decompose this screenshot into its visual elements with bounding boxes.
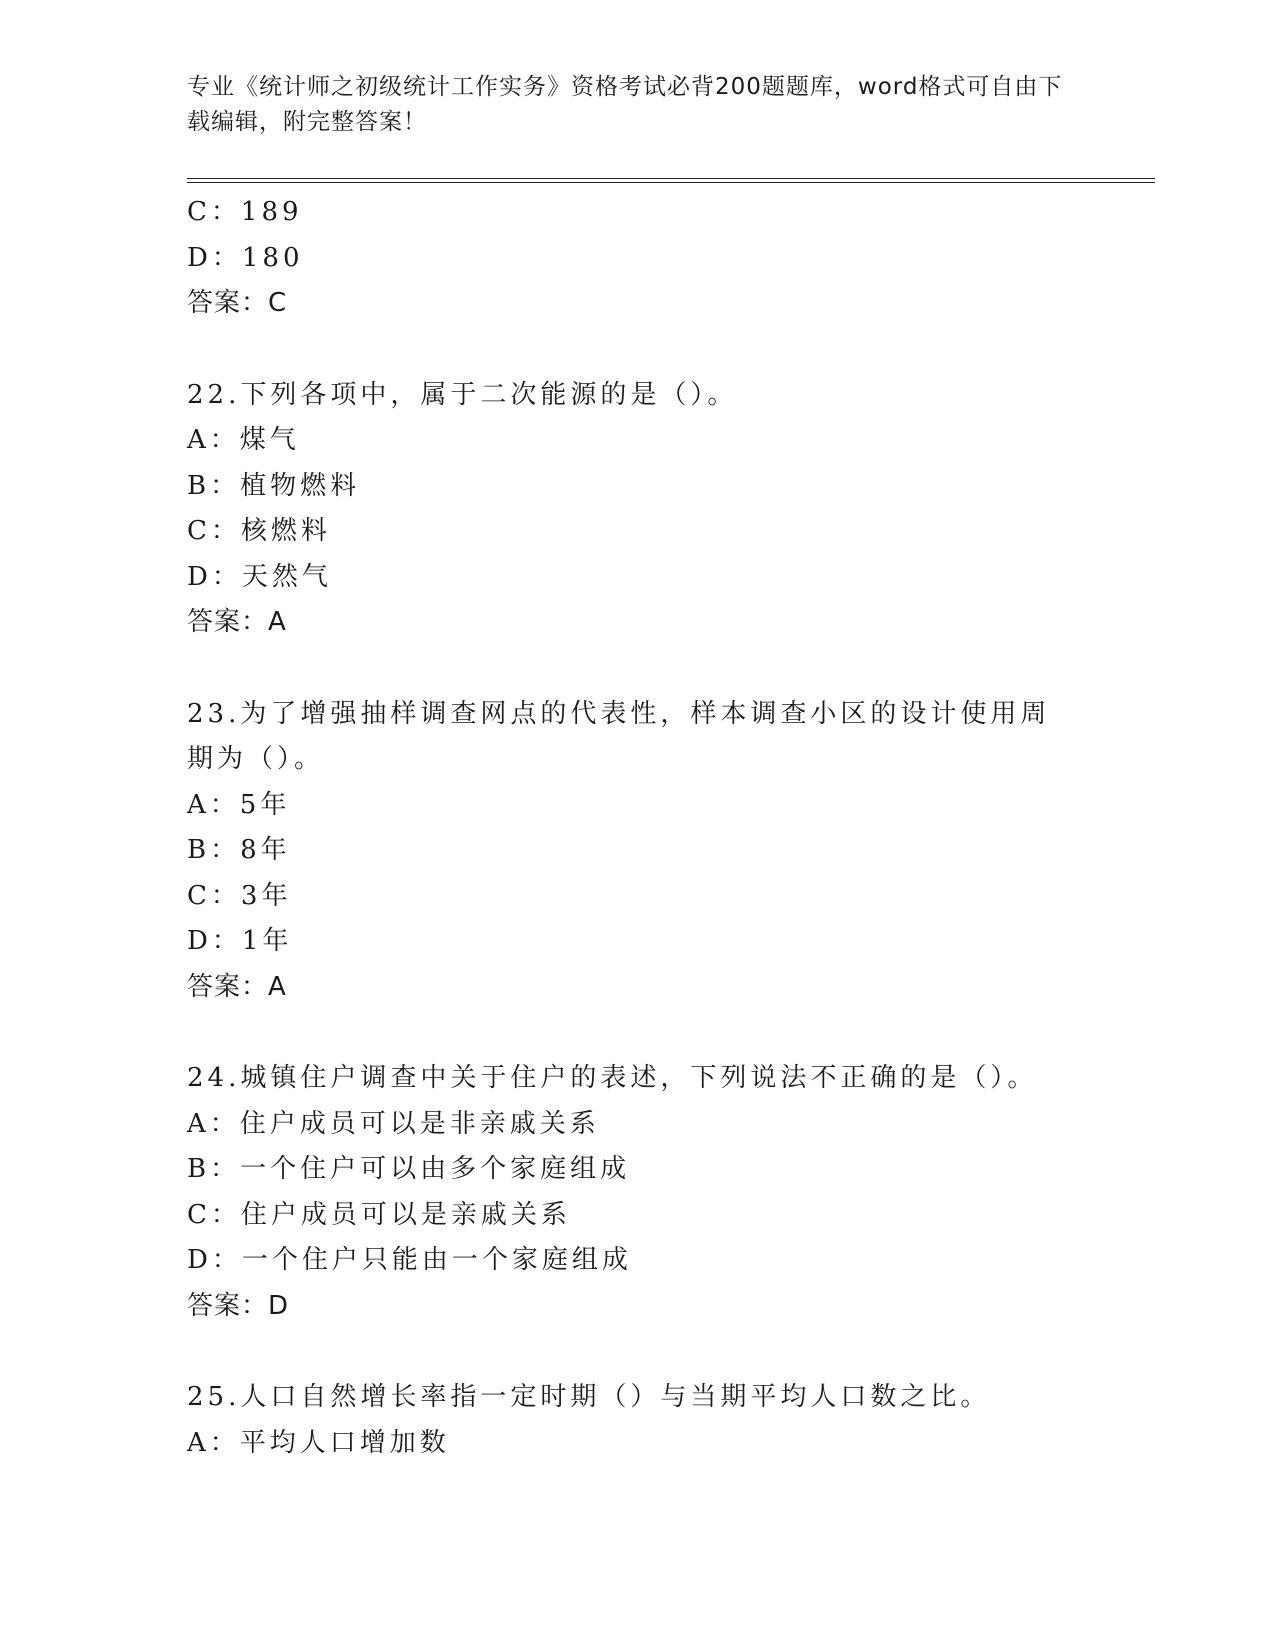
header-divider [187,178,1155,183]
option-b: B：植物燃料 [187,470,361,501]
answer-line: 答案：A [187,607,287,637]
option-d: D：1年 [187,926,293,956]
option-a: A：住户成员可以是非亲戚关系 [187,1108,600,1139]
spacer [187,1329,1087,1375]
spacer [187,646,1087,692]
question-block-24 [187,1056,1087,1329]
spacer [187,327,1087,373]
option-a: A：5年 [187,789,291,820]
question-text: 22.下列各项中，属于二次能源的是（）。 [187,379,738,410]
document-header [187,70,1067,140]
option-a: A：平均人口增加数 [187,1427,450,1458]
answer-line: 答案：D [187,1290,290,1321]
option-a: A：煤气 [187,425,300,455]
spacer [187,1010,1087,1056]
option-b: B：一个住户可以由多个家庭组成 [187,1154,631,1184]
option-b: B：8年 [187,835,291,865]
document-title: 专业《统计师之初级统计工作实务》资格考试必背200题题库，word格式可自由下载编辑，附完整答案！ [187,74,1063,135]
question-text: 23.为了增强抽样调查网点的代表性，样本调查小区的设计使用周期为（）。 [187,698,1051,774]
answer-line: 答案：C [187,288,288,318]
option-d: D：天然气 [187,561,332,592]
option-c: C：3年 [187,880,292,911]
question-block-25 [187,1375,1087,1466]
question-text: 24.城镇住户调查中关于住户的表述，下列说法不正确的是（）。 [187,1063,1038,1093]
answer-line: 答案：A [187,971,287,1002]
document-body [187,190,1087,1466]
option-d: D：180 [187,242,304,273]
question-block-22 [187,373,1087,646]
option-c: C：189 [187,197,303,227]
option-c: C：核燃料 [187,516,331,546]
option-d: D：一个住户只能由一个家庭组成 [187,1245,632,1275]
question-text: 25.人口自然增长率指一定时期（）与当期平均人口数之比。 [187,1382,991,1412]
question-block-23 [187,692,1087,1011]
option-c: C：住户成员可以是亲戚关系 [187,1199,571,1230]
prev-question-block [187,190,1087,327]
